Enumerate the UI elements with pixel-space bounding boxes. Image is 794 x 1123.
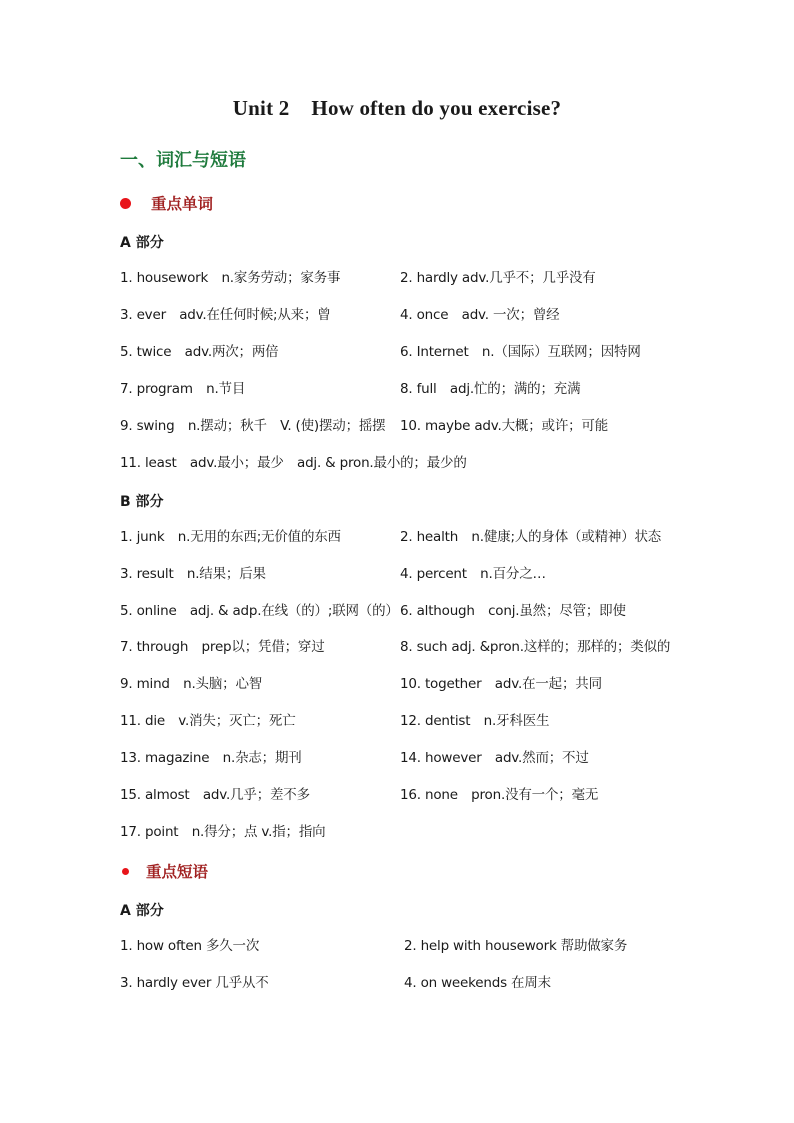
part-b-label: B 部分 (120, 494, 164, 510)
subheading-label: 重点短语 (146, 863, 209, 881)
vocab-row (0, 378, 794, 400)
vocab-row (0, 452, 794, 474)
vocab-entry: 3. result n.结果；后果 (120, 566, 266, 582)
vocab-row (0, 600, 794, 622)
vocab-entry: 4. percent n.百分之… (400, 566, 546, 582)
vocab-row (0, 673, 794, 695)
vocab-row (0, 710, 794, 732)
vocab-entry: 10. together adv.在一起；共同 (400, 676, 602, 692)
vocab-row (0, 267, 794, 289)
vocab-entry: 2. hardly adv.几乎不；几乎没有 (400, 270, 596, 286)
vocab-entry: 16. none pron.没有一个；毫无 (400, 787, 599, 803)
phrase-entry: 1. how often 多久一次 (120, 938, 260, 954)
vocab-entry: 17. point n.得分；点 v.指；指向 (120, 824, 326, 840)
phrase-row (0, 972, 794, 994)
subheading-key-words (120, 192, 213, 214)
phrases-part-a-label: A 部分 (120, 903, 164, 919)
vocab-entry: 5. twice adv.两次；两倍 (120, 344, 279, 360)
vocab-row (0, 821, 794, 843)
vocab-entry: 9. swing n.摆动；秋千 V. (使)摆动；摇摆 (120, 418, 386, 434)
vocab-row (0, 784, 794, 806)
vocab-row (0, 563, 794, 585)
subheading-key-phrases (120, 860, 208, 882)
vocab-entry: 13. magazine n.杂志；期刊 (120, 750, 302, 766)
subheading-label: 重点单词 (151, 195, 214, 213)
vocab-entry: 8. such adj. &pron.这样的；那样的；类似的 (400, 639, 671, 655)
vocab-entry: 3. ever adv.在任何时候;从来；曾 (120, 307, 331, 323)
vocab-entry: 7. program n.节目 (120, 381, 246, 397)
vocab-entry: 1. housework n.家务劳动；家务事 (120, 270, 341, 286)
vocab-entry: 8. full adj.忙的；满的；充满 (400, 381, 581, 397)
vocab-entry: 11. least adv.最小；最少 adj. & pron.最小的；最少的 (120, 455, 467, 471)
vocab-entry: 15. almost adv.几乎；差不多 (120, 787, 310, 803)
part-a-label: A 部分 (120, 235, 164, 251)
phrase-entry: 2. help with housework 帮助做家务 (404, 938, 628, 954)
vocab-entry: 11. die v.消失；灭亡；死亡 (120, 713, 296, 729)
page-title (0, 96, 794, 121)
vocab-entry: 2. health n.健康;人的身体（或精神）状态 (400, 529, 662, 545)
unit-label: Unit 2 (232, 96, 290, 120)
bullet-icon (122, 868, 129, 875)
vocab-row (0, 636, 794, 658)
vocab-entry: 10. maybe adv.大概；或许；可能 (400, 418, 609, 434)
unit-title: How often do you exercise? (311, 96, 562, 120)
vocab-entry: 14. however adv.然而；不过 (400, 750, 589, 766)
vocab-entry: 4. once adv. 一次；曾经 (400, 307, 560, 323)
phrase-entry: 4. on weekends 在周末 (404, 975, 551, 991)
bullet-icon (120, 198, 131, 209)
section-heading-vocabulary: 一、词汇与短语 (120, 150, 246, 171)
vocab-row (0, 304, 794, 326)
vocab-entry: 9. mind n.头脑；心智 (120, 676, 263, 692)
vocab-entry: 6. although conj.虽然；尽管；即使 (400, 603, 626, 619)
phrase-row (0, 935, 794, 957)
vocab-entry: 1. junk n.无用的东西;无价值的东西 (120, 529, 341, 545)
vocab-row (0, 747, 794, 769)
vocab-entry: 6. Internet n.（国际）互联网；因特网 (400, 344, 641, 360)
vocab-entry: 7. through prep以；凭借；穿过 (120, 639, 325, 655)
vocab-row (0, 341, 794, 363)
phrase-entry: 3. hardly ever 几乎从不 (120, 975, 269, 991)
vocab-row (0, 415, 794, 437)
vocab-row (0, 526, 794, 548)
vocab-entry: 12. dentist n.牙科医生 (400, 713, 550, 729)
vocab-entry: 5. online adj. & adp.在线（的）;联网（的） (120, 603, 399, 619)
